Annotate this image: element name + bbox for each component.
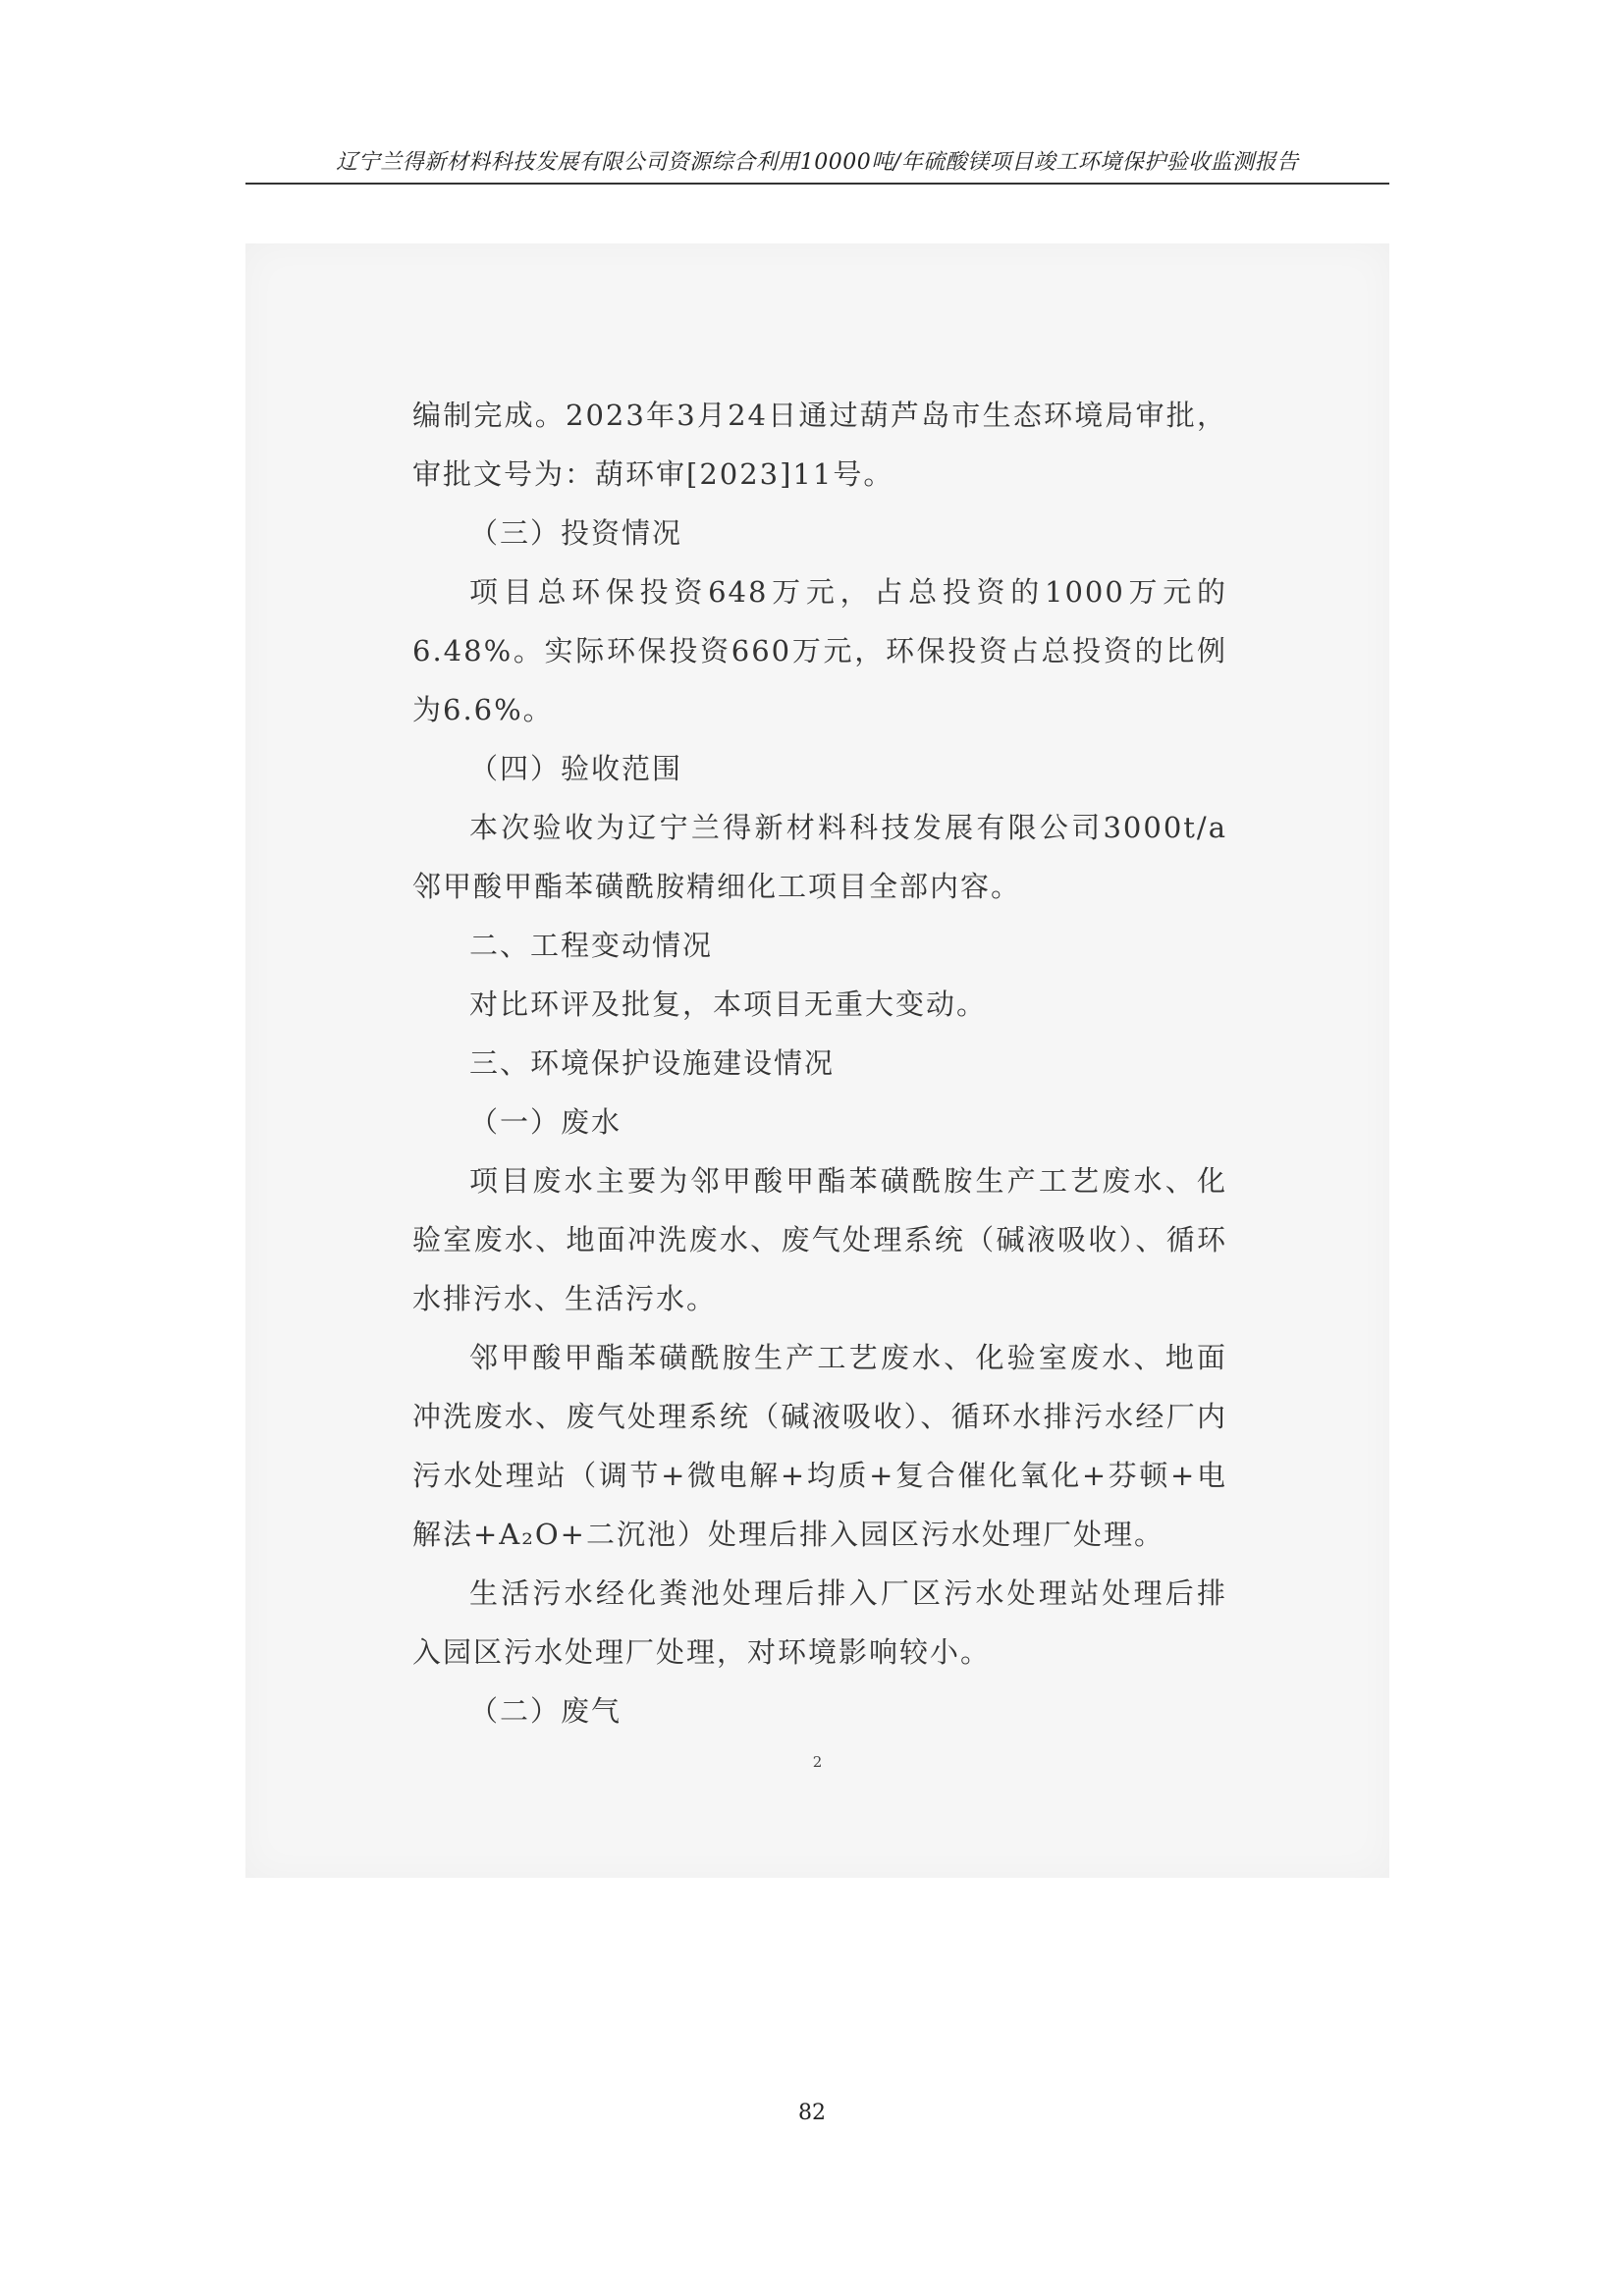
paragraph-investment: 项目总环保投资648万元，占总投资的1000万元的6.48%。实际环保投资660万元，环保投资占总投资的比例为6.6%。 bbox=[412, 575, 1227, 726]
scanned-text-body bbox=[412, 386, 1227, 1740]
paragraph-domestic-sewage: 生活污水经化粪池处理后排入厂区污水处理站处理后排入园区污水处理厂处理，对环境影响较小。 bbox=[412, 1576, 1227, 1669]
paragraph-wastewater-treatment: 邻甲酸甲酯苯磺酰胺生产工艺废水、化验室废水、地面冲洗废水、废气处理系统（碱液吸收）、循环水排污水经厂内污水处理站（调节+微电解+均质+复合催化氧化+芬顿+电解法+A₂O+二沉池）处理后排入园区污水处理厂处理。 bbox=[412, 1341, 1227, 1551]
paragraph-acceptance-scope: 本次验收为辽宁兰得新材料科技发展有限公司3000t/a邻甲酸甲酯苯磺酰胺精细化工项目全部内容。 bbox=[412, 811, 1227, 903]
page-number: 82 bbox=[798, 2101, 826, 2125]
paragraph-wastewater-sources: 项目废水主要为邻甲酸甲酯苯磺酰胺生产工艺废水、化验室废水、地面冲洗废水、废气处理系统（碱液吸收）、循环水排污水、生活污水。 bbox=[412, 1164, 1227, 1315]
paragraph-approval: 编制完成。2023年3月24日通过葫芦岛市生态环境局审批，审批文号为：葫环审[2023]11号。 bbox=[412, 399, 1227, 491]
heading-acceptance-scope: （四）验收范围 bbox=[469, 752, 683, 785]
scanned-page-number: 2 bbox=[812, 1753, 823, 1771]
page-header-title: 辽宁兰得新材料科技发展有限公司资源综合利用10000吨/年硫酸镁项目竣工环境保护验收监测报告 bbox=[336, 150, 1299, 175]
heading-engineering-changes: 二、工程变动情况 bbox=[469, 929, 714, 962]
paragraph-engineering-changes: 对比环评及批复，本项目无重大变动。 bbox=[469, 988, 988, 1021]
heading-waste-gas: （二）废气 bbox=[469, 1694, 623, 1728]
heading-wastewater: （一）废水 bbox=[469, 1105, 623, 1139]
heading-env-facilities: 三、环境保护设施建设情况 bbox=[469, 1046, 836, 1080]
header-divider bbox=[245, 183, 1389, 185]
heading-investment: （三）投资情况 bbox=[469, 516, 683, 550]
scanned-page bbox=[245, 243, 1389, 1878]
